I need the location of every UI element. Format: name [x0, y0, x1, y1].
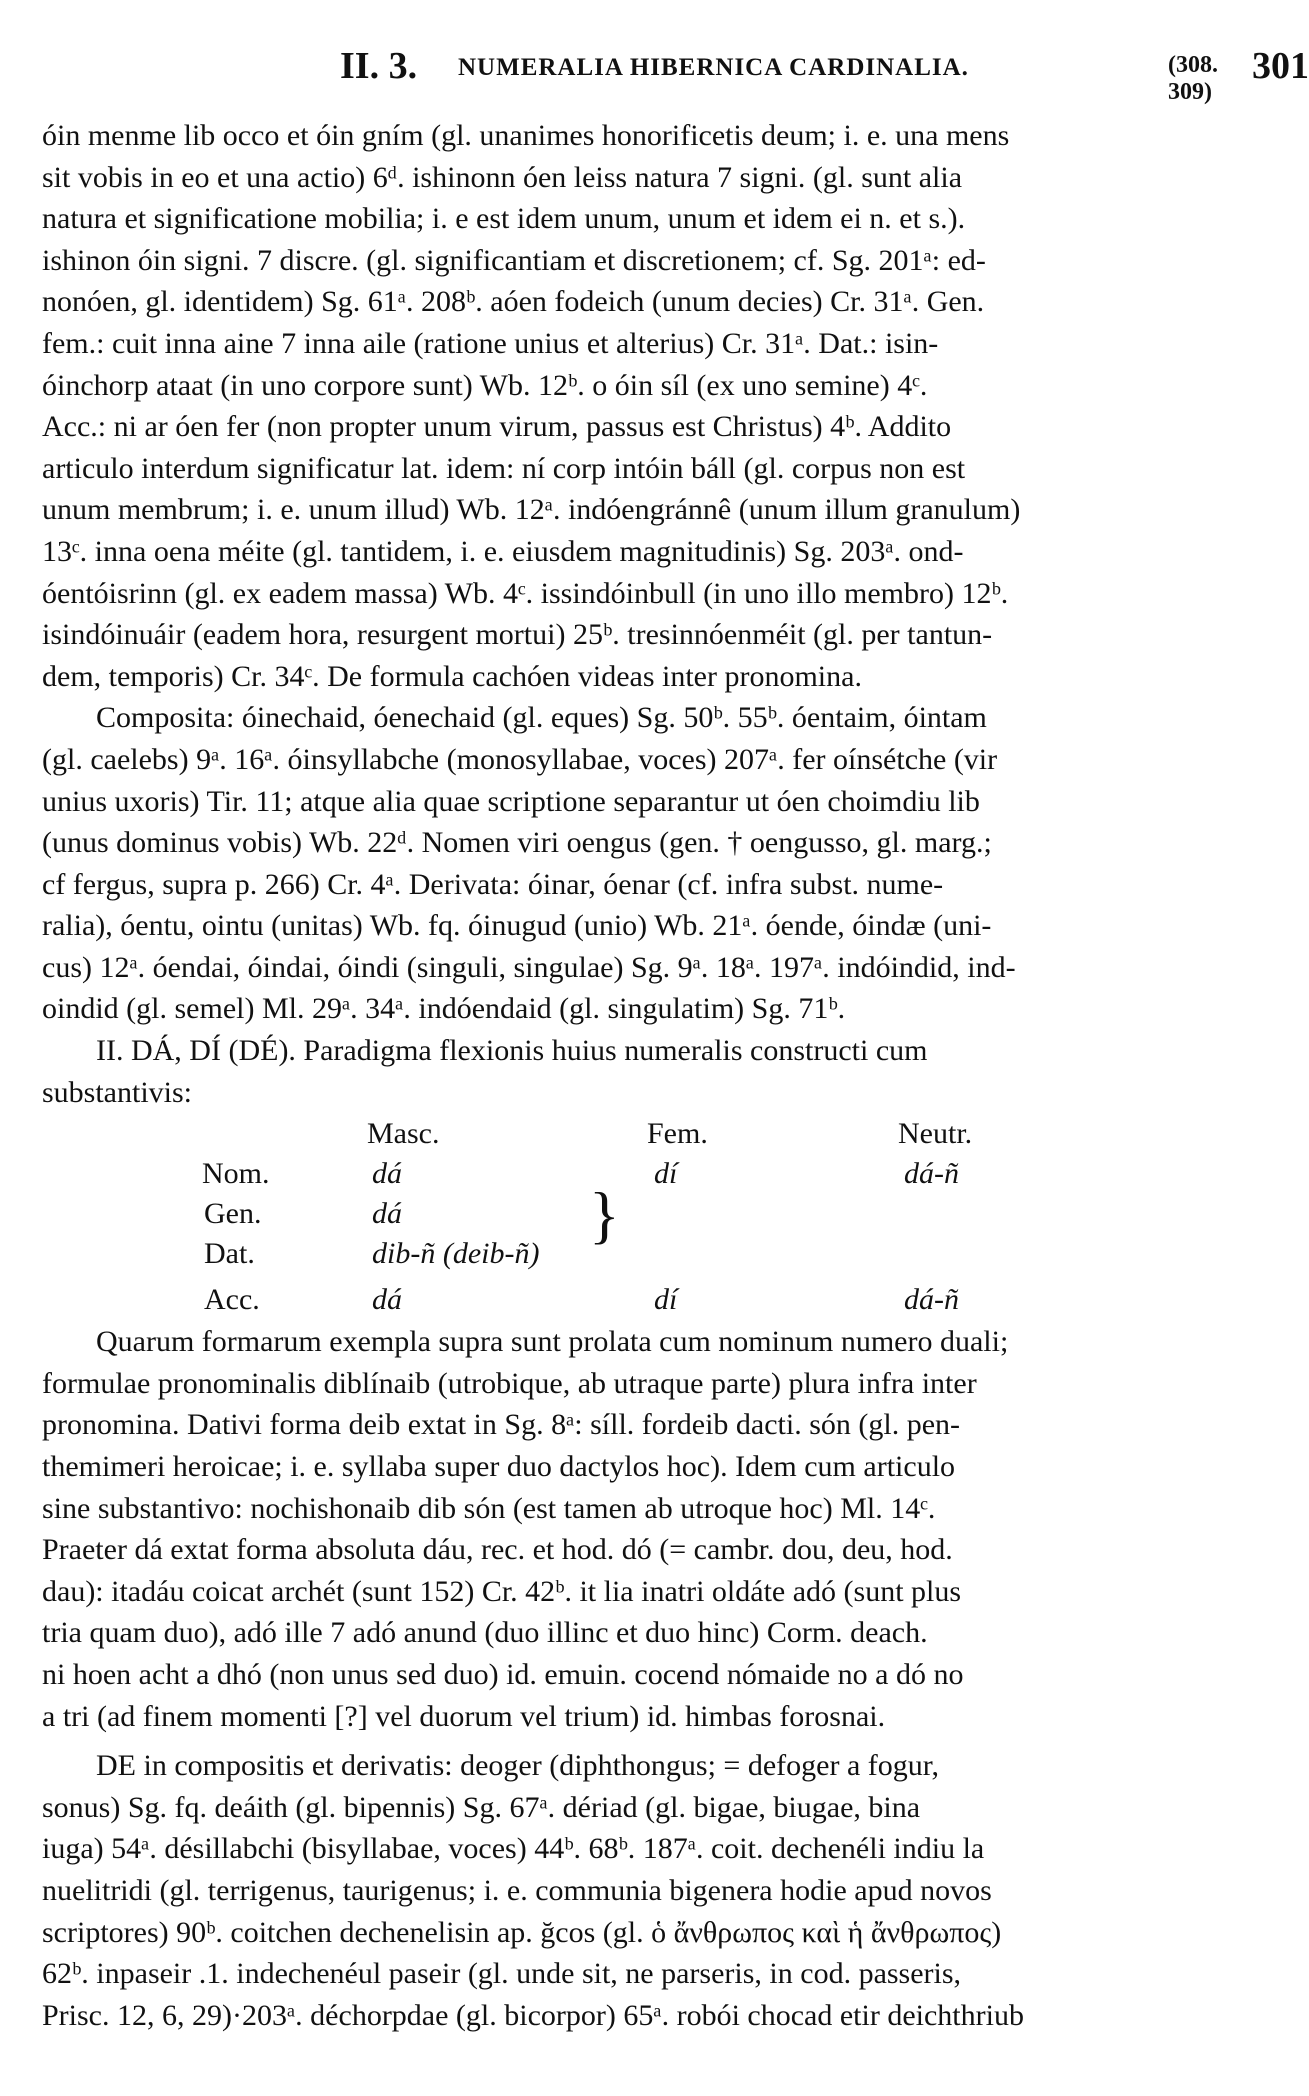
text-line: sonus) Sg. fq. deáith (gl. bipennis) Sg. 67ᵃ. dériad (gl. bigae, biugae, bina: [42, 1790, 921, 1824]
text-line: ishinon óin signi. 7 discre. (gl. significantiam et discretionem; cf. Sg. 201ᵃ: ed-: [42, 243, 986, 277]
text-line: sine substantivo: nochishonaib dib són (est tamen ab utroque hoc) Ml. 14ᶜ.: [42, 1491, 936, 1525]
paradigm-header-row: [42, 1113, 1242, 1155]
case-label: Gen.: [204, 1197, 262, 1231]
text-line: cf fergus, supra p. 266) Cr. 4ᵃ. Derivata: óinar, óenar (cf. infra subst. nume-: [42, 867, 944, 901]
form-masc: dib-ñ (deib-ñ): [372, 1237, 540, 1271]
paragraph-gap: [42, 1737, 1242, 1745]
form-masc: dá: [372, 1157, 402, 1191]
text-line: pronomina. Dativi forma deib extat in Sg. 8ᵃ: síll. fordeib dacti. són (gl. pen-: [42, 1408, 961, 1442]
text-line: a tri (ad finem momenti [?] vel duorum vel trium) id. himbas forosnai.: [42, 1699, 886, 1733]
form-fem: dí: [654, 1283, 678, 1317]
form-masc: dá: [372, 1283, 402, 1317]
text-line: 13ᶜ. inna oena méite (gl. tantidem, i. e. eiusdem magnitudinis) Sg. 203ᵃ. ond-: [42, 534, 964, 568]
text-line: oindid (gl. semel) Ml. 29ᵃ. 34ᵃ. indóendaid (gl. singulatim) Sg. 71ᵇ.: [42, 992, 846, 1026]
paradigm-row: [42, 1279, 1242, 1321]
header-fem: Fem.: [647, 1117, 708, 1151]
text-line: óentóisrinn (gl. ex eadem massa) Wb. 4ᶜ. issindóinbull (in uno illo membro) 12ᵇ.: [42, 576, 1009, 610]
paradigm-row: [42, 1193, 1242, 1235]
text-line: dem, temporis) Cr. 34ᶜ. De formula cachóen videas inter pronomina.: [42, 659, 862, 693]
text-line: Quarum formarum exempla supra sunt prolata cum nominum numero duali;: [96, 1325, 1009, 1359]
text-line: ni hoen acht a dhó (non unus sed duo) id. emuin. cocend nómaide no a dó no: [42, 1658, 964, 1691]
text-line: (gl. caelebs) 9ᵃ. 16ᵃ. óinsyllabche (monosyllabae, voces) 207ᵃ. fer oínsétche (vir: [42, 742, 998, 776]
section-number: II. 3.: [340, 45, 418, 87]
header-masc: Masc.: [367, 1117, 440, 1151]
text-line: sit vobis in eo et una actio) 6ᵈ. ishinonn óen leiss natura 7 signi. (gl. sunt alia: [42, 160, 963, 194]
form-neutr: dá-ñ: [904, 1157, 959, 1191]
text-line: tria quam duo), adó ille 7 adó anund (duo illinc et duo hinc) Corm. deach.: [42, 1616, 928, 1650]
text-line: Composita: óinechaid, óenechaid (gl. eques) Sg. 50ᵇ. 55ᵇ. óentaim, óintam: [96, 701, 987, 735]
text-line: scriptores) 90ᵇ. coitchen dechenelisin ap. ğcos (gl. ὁ ἄνθρωπος καὶ ἡ ἄνθρωπος): [42, 1915, 1002, 1949]
text-line: Prisc. 12, 6, 29)·203ᵃ. déchorpdae (gl. bicorpor) 65ᵃ. robói chocad etir deichthriub: [42, 1998, 1024, 2032]
text-line: 62ᵇ. inpaseir .1. indechenéul paseir (gl. unde sit, ne parseris, in cod. passeris,: [42, 1957, 962, 1991]
text-line: nuelitridi (gl. terrigenus, taurigenus; i. e. communia bigenera hodie apud novos: [42, 1873, 992, 1907]
case-label: Nom.: [202, 1157, 270, 1191]
paradigm-table-last-row: [42, 1279, 1242, 1321]
form-masc: dá: [372, 1197, 402, 1231]
text-line: fem.: cuit inna aine 7 inna aile (ratione unius et alterius) Cr. 31ᵃ. Dat.: isin-: [42, 326, 939, 360]
text-line: (unus dominus vobis) Wb. 22ᵈ. Nomen viri oengus (gen. † oengusso, gl. marg.;: [42, 826, 992, 860]
section-heading-line: II. DÁ, DÍ (DÉ). Paradigma flexionis huius numeralis constructi cum: [96, 1034, 928, 1068]
text-line: formulae pronominalis diblínaib (utrobique, ab utraque parte) plura infra inter: [42, 1366, 977, 1400]
brace-mark: }: [589, 1179, 620, 1251]
case-label: Dat.: [204, 1237, 255, 1271]
text-line: natura et significatione mobilia; i. e est idem unum, unum et idem ei n. et s.).: [42, 202, 966, 236]
text-line: cus) 12ᵃ. óendai, óindai, óindi (singuli, singulae) Sg. 9ᵃ. 18ᵃ. 197ᵃ. indóindid, ind-: [42, 950, 1016, 984]
running-title: NUMERALIA HIBERNICA CARDINALIA.: [458, 54, 969, 81]
text-line: Acc.: ni ar óen fer (non propter unum virum, passus est Christus) 4ᵇ. Addito: [42, 410, 952, 444]
paradigm-row: [42, 1233, 1242, 1275]
page-number: 301: [1252, 45, 1309, 87]
paradigm-table: [42, 1113, 1242, 1279]
text-line: themimeri heroicae; i. e. syllaba super duo dactylos hoc). Idem cum articulo: [42, 1450, 956, 1484]
text-line: DE in compositis et derivatis: deoger (diphthongus; = defoger a fogur,: [96, 1749, 940, 1783]
text-line: ralia), óentu, ointu (unitas) Wb. fq. óinugud (unio) Wb. 21ᵃ. óende, óindæ (uni-: [42, 909, 992, 943]
text-line: óin menme lib occo et óin gním (gl. unanimes honorificetis deum; i. e. una mens: [42, 119, 1010, 152]
text-line: isindóinuáir (eadem hora, resurgent mortui) 25ᵇ. tresinnóenméit (gl. per tantun-: [42, 618, 993, 652]
running-header: [40, 44, 1309, 105]
text-line: iuga) 54ᵃ. désillabchi (bisyllabae, voces) 44ᵇ. 68ᵇ. 187ᵃ. coit. dechenéli indiu la: [42, 1832, 985, 1866]
text-line: Praeter dá extat forma absoluta dáu, rec. et hod. dó (= cambr. dou, deu, hod.: [42, 1533, 953, 1567]
text-line: unius uxoris) Tir. 11; atque alia quae scriptione separantur ut óen choimdiu lib: [42, 784, 980, 818]
body-text: [42, 115, 1242, 2036]
text-line: articulo interdum significatur lat. idem: ní corp intóin báll (gl. corpus non est: [42, 451, 966, 485]
text-line: substantivis:: [42, 1075, 193, 1109]
paradigm-row: [42, 1153, 1242, 1195]
case-label: Acc.: [204, 1283, 260, 1317]
form-fem: dí: [654, 1157, 678, 1191]
text-line: dau): itadáu coicat archét (sunt 152) Cr. 42ᵇ. it lia inatri oldáte adó (sunt plus: [42, 1574, 962, 1608]
text-line: óinchorp ataat (in uno corpore sunt) Wb. 12ᵇ. o óin síl (ex uno semine) 4ᶜ.: [42, 368, 928, 402]
text-line: nonóen, gl. identidem) Sg. 61ᵃ. 208ᵇ. aóen fodeich (unum decies) Cr. 31ᵃ. Gen.: [42, 285, 985, 319]
header-neutr: Neutr.: [898, 1117, 973, 1151]
form-neutr: dá-ñ: [904, 1283, 959, 1317]
text-line: unum membrum; i. e. unum illud) Wb. 12ᵃ. indóengránnê (unum illum granulum): [42, 493, 1021, 527]
section-reference: (308. 309): [1168, 52, 1218, 105]
